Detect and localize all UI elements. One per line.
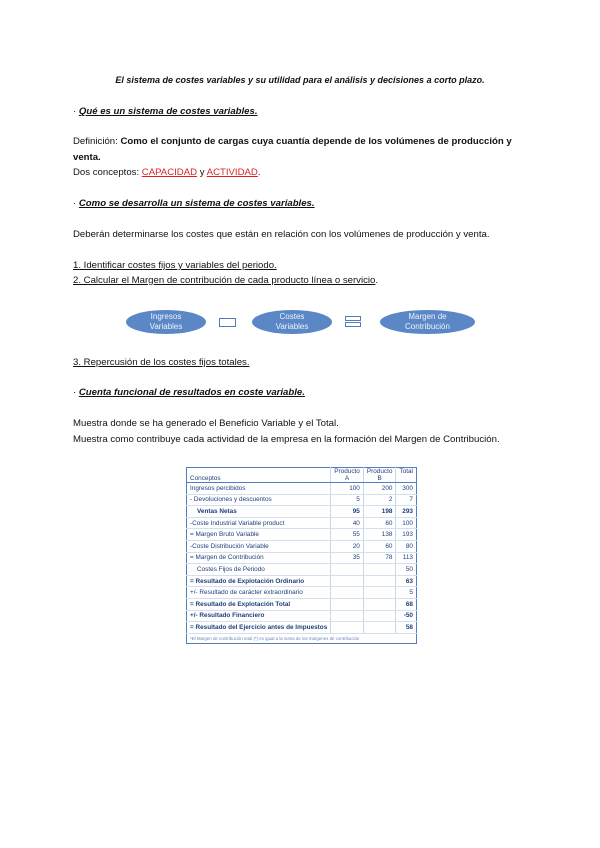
concepts-line [73,167,261,178]
table-cell-label: Costes Fijos de Periodo [187,564,331,576]
table-cell-total: 100 [396,517,417,529]
section-como-se-desarrolla [73,198,315,209]
table-cell-b [363,598,396,610]
table-row [187,610,417,622]
concepts-end: . [257,167,261,178]
paragraph: Deberán determinarse los costes que están en relación con los volúmenes de producción y venta. [73,229,490,240]
oval-label: Ingresos [150,312,182,321]
ingresos-variables-oval [126,310,206,334]
actividad-link[interactable]: ACTIVIDAD [206,167,258,178]
step-3: 3. Repercusión de los costes fijos totales. [73,357,250,368]
table-cell-label: = Margen Bruto Variable [187,529,331,541]
table-cell-total: 193 [396,529,417,541]
header-text: Producto [334,468,360,475]
bullet: · [73,198,79,209]
table-cell-a [331,564,364,576]
table-cell-a [331,575,364,587]
step-1: 1. Identificar costes fijos y variables del periodo. [73,260,277,271]
definition-text: Como el conjunto de cargas cuya cuantía depende de los volúmenes de producción y [120,136,512,147]
table-row [187,529,417,541]
table-cell-label: Ingresos percibidos [187,483,331,495]
table-row [187,552,417,564]
table-cell-a [331,587,364,599]
section-qué-es [73,106,258,117]
table-cell-total: 293 [396,506,417,518]
table-cell-b [363,610,396,622]
table-cell-label: Ventas Netas [187,506,331,518]
paragraph: Muestra como contribuye cada actividad de la empresa en la formación del Margen de Contribución. [73,434,500,445]
table-cell-total: -50 [396,610,417,622]
table-cell-b: 2 [363,494,396,506]
table-cell-label: = Resultado del Ejercicio antes de Impuestos [187,622,331,634]
table-row [187,494,417,506]
table-cell-label: = Margen de Contribución [187,552,331,564]
definition-label: Definición: [73,136,121,147]
concepts-and: y [197,167,207,178]
table-row [187,575,417,587]
costes-variables-oval [252,310,332,334]
table-cell-a: 40 [331,517,364,529]
table-cell-total: 300 [396,483,417,495]
section-heading: Qué es un sistema de costes variables. [78,106,258,117]
table-cell-label: = Resultado de Explotación Total [187,598,331,610]
table-cell-a [331,622,364,634]
table-cell-label: +/- Resultado Financiero [187,610,331,622]
table-cell-label: = Resultado de Explotación Ordinario [187,575,331,587]
definition-line-2: venta. [73,152,101,163]
table-cell-a: 55 [331,529,364,541]
equals-icon [345,316,362,327]
section-heading: Como se desarrolla un sistema de costes variables. [78,198,315,209]
table-cell-a: 35 [331,552,364,564]
step-2 [73,275,378,286]
table-row [187,587,417,599]
table-row [187,598,417,610]
table-row [187,540,417,552]
definition-line-1 [73,136,512,147]
table-footnote-row [187,633,417,643]
oval-label: Contribución [405,322,450,331]
table-cell-total: 63 [396,575,417,587]
bullet: · [73,106,79,117]
header-text: A [344,475,350,482]
table-cell-b: 198 [363,506,396,518]
document-title: El sistema de costes variables y su utilidad para el análisis y decisiones a corto plazo. [115,75,485,85]
table-cell-a: 5 [331,494,364,506]
header-total: Total [396,468,417,483]
table-cell-a [331,598,364,610]
table-cell-b: 60 [363,517,396,529]
table-cell-a [331,610,364,622]
table-cell-b: 78 [363,552,396,564]
table-cell-total: 68 [396,598,417,610]
table-cell-total: 50 [396,564,417,576]
table-row [187,483,417,495]
header-product-a [331,468,364,483]
table-cell-b: 138 [363,529,396,541]
oval-label: Costes [279,312,305,321]
table-cell-total: 58 [396,622,417,634]
table-row [187,506,417,518]
oval-label: Variables [275,322,309,331]
table-cell-label: - Devoluciones y descuentos [187,494,331,506]
table-cell-total: 7 [396,494,417,506]
table-row [187,517,417,529]
table-footnote: *El Margen de contribución total (*) es igual a la suma de los márgenes de contribución [190,635,360,641]
table-cell-b [363,622,396,634]
table-cell-total: 80 [396,540,417,552]
table-header-row [187,468,417,483]
step-2-text: 2. Calcular el Margen de contribución de cada producto línea o servicio [73,275,376,286]
table-cell-b: 60 [363,540,396,552]
header-concept: Conceptos [187,468,331,483]
concepts-prefix: Dos conceptos: [73,167,142,178]
section-heading: Cuenta funcional de resultados en coste variable. [78,387,305,398]
capacidad-link[interactable]: CAPACIDAD [141,167,198,178]
table-row [187,564,417,576]
table-cell-total: 113 [396,552,417,564]
paragraph: Muestra donde se ha generado el Beneficio Variable y el Total. [73,418,339,429]
table-cell-a: 20 [331,540,364,552]
oval-label: Variables [149,322,183,331]
table-cell-label: +/- Resultado de carácter extraordinario [187,587,331,599]
table-cell-b: 200 [363,483,396,495]
table-cell-total: 5 [396,587,417,599]
section-cuenta-funcional [73,387,305,398]
header-text: Producto [366,468,393,475]
header-product-b [363,468,396,483]
margen-contribucion-oval [380,310,475,334]
oval-label: Margen de [408,312,447,321]
minus-icon [219,318,236,327]
step-2-end: . [375,275,379,286]
table-cell-b [363,575,396,587]
table-cell-b [363,587,396,599]
table-cell-a: 100 [331,483,364,495]
table-cell-a: 95 [331,506,364,518]
table-row [187,622,417,634]
table-cell-label: -Coste Industrial Variable product [187,517,331,529]
results-table [186,467,417,644]
bullet: · [73,387,79,398]
table-cell-b [363,564,396,576]
table-cell-label: -Coste Distribución Variable [187,540,331,552]
header-text: B [377,475,382,482]
